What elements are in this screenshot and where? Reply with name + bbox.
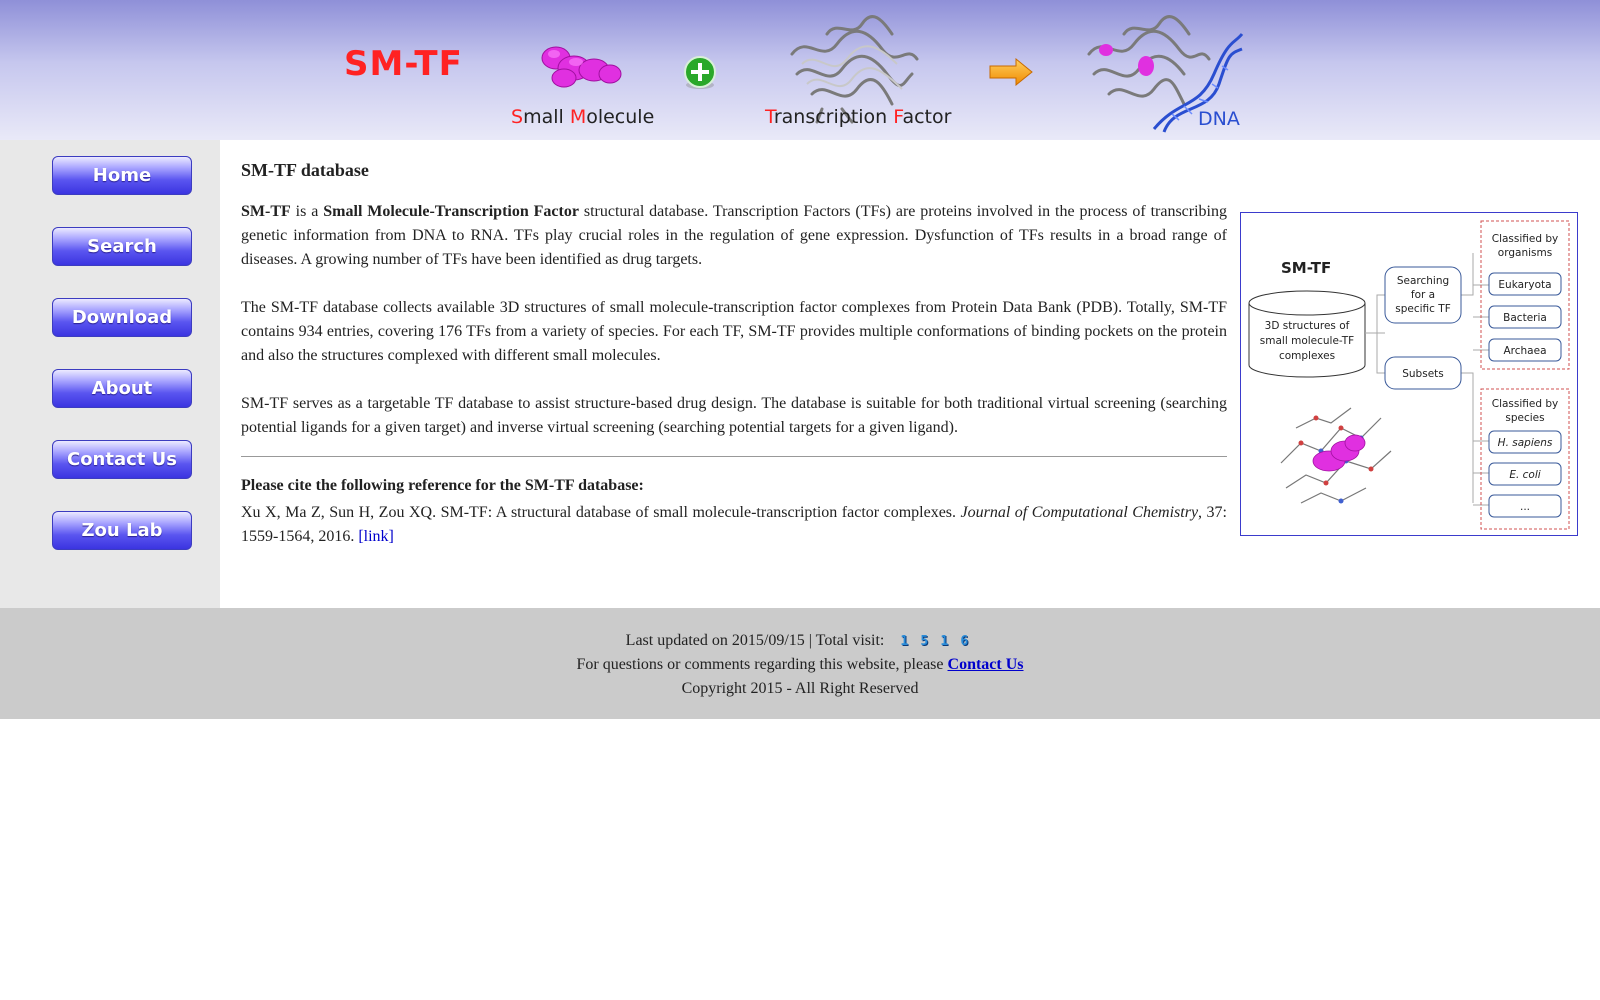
svg-text:H. sapiens: H. sapiens [1497,437,1553,449]
visit-counter: 1 5 1 6 [900,634,969,649]
database-contents-paragraph: The SM-TF database collects available 3D structures of small molecule-transcription factor complexes from Protein Data Bank (PDB). Totally, SM-TF contains 934 entries, covering 176 TFs from a variety of species. For each TF, SM-TF provides multiple conformations of binding pockets on the protein and also the structures complexed with different small molecules. [241,299,1227,364]
sidebar-nav [0,140,220,608]
svg-text:Classified by: Classified by [1491,398,1559,410]
last-updated: Last updated on 2015/09/15 | Total visit: 1 5 1 6 [0,632,1600,650]
arrow-right-icon [988,58,1034,86]
header-banner [0,0,1600,140]
database-overview-figure [1240,212,1578,536]
nav-download-button[interactable]: Download [52,298,192,337]
citation-heading: Please cite the following reference for the SM-TF database: [241,477,644,494]
svg-text:specific TF: specific TF [1395,303,1451,315]
nav-zou-lab-button[interactable]: Zou Lab [52,511,192,550]
citation-link[interactable]: [link] [358,528,394,545]
nav-about-button[interactable]: About [52,369,192,408]
contact-line: For questions or comments regarding this website, please Contact Us [576,656,1024,673]
site-logo: SM-TF [344,44,463,84]
svg-text:species: species [1505,412,1545,424]
divider [241,456,1227,457]
dna-label: DNA [1198,108,1240,130]
svg-text:Classified by: Classified by [1491,233,1559,245]
svg-text:Archaea: Archaea [1503,345,1547,357]
small-molecule-icon [536,40,626,95]
svg-text:small molecule-TF: small molecule-TF [1259,335,1355,347]
nav-search-button[interactable]: Search [52,227,192,266]
svg-text:3D structures of: 3D structures of [1264,320,1350,332]
transcription-factor-label: Transcription Factor [765,106,952,128]
svg-text:Eukaryota: Eukaryota [1498,279,1552,291]
citation-text: Xu X, Ma Z, Sun H, Zou XQ. SM-TF: A structural database of small molecule-transcription factor complexes. Journal of Computational Chemistry, 37: 1559-1564, 2016. [link] [241,504,1227,545]
copyright: Copyright 2015 - All Right Reserved [681,680,919,697]
svg-text:...: ... [1519,501,1531,513]
ligand-pocket-render [1281,408,1391,504]
svg-text:Subsets: Subsets [1402,368,1444,380]
database-cylinder [1249,291,1365,377]
page-title: SM-TF database [241,160,369,180]
nav-home-button[interactable]: Home [52,156,192,195]
footer [0,608,1600,719]
plus-icon [682,55,718,91]
svg-text:E. coli: E. coli [1509,469,1541,481]
nav-contact-us-button[interactable]: Contact Us [52,440,192,479]
journal-name: Journal of Computational Chemistry [960,504,1199,521]
small-molecule-label: Small Molecule [511,106,655,128]
figure-title: SM-TF [1281,259,1332,277]
svg-text:for a: for a [1410,289,1436,301]
intro-paragraph: SM-TF is a Small Molecule-Transcription Factor structural database. Transcription Factors (TFs) are proteins involved in the process of transcribing genetic information from DNA to RNA. TFs play crucial roles in the regulation of gene expression. Dysfunction of TFs results in a broad range of diseases. A growing number of TFs have been identified as drug targets. [241,203,1227,268]
usage-paragraph: SM-TF serves as a targetable TF database to assist structure-based drug design. The database is suitable for both traditional virtual screening (searching potential ligands for a given target) and inverse virtual screening (searching potential targets for a given ligand). [241,395,1227,436]
footer-contact-link[interactable]: Contact Us [947,656,1024,673]
svg-text:organisms: organisms [1497,247,1553,259]
svg-text:Searching: Searching [1396,275,1450,287]
svg-text:Bacteria: Bacteria [1503,312,1547,324]
svg-text:complexes: complexes [1278,350,1336,362]
